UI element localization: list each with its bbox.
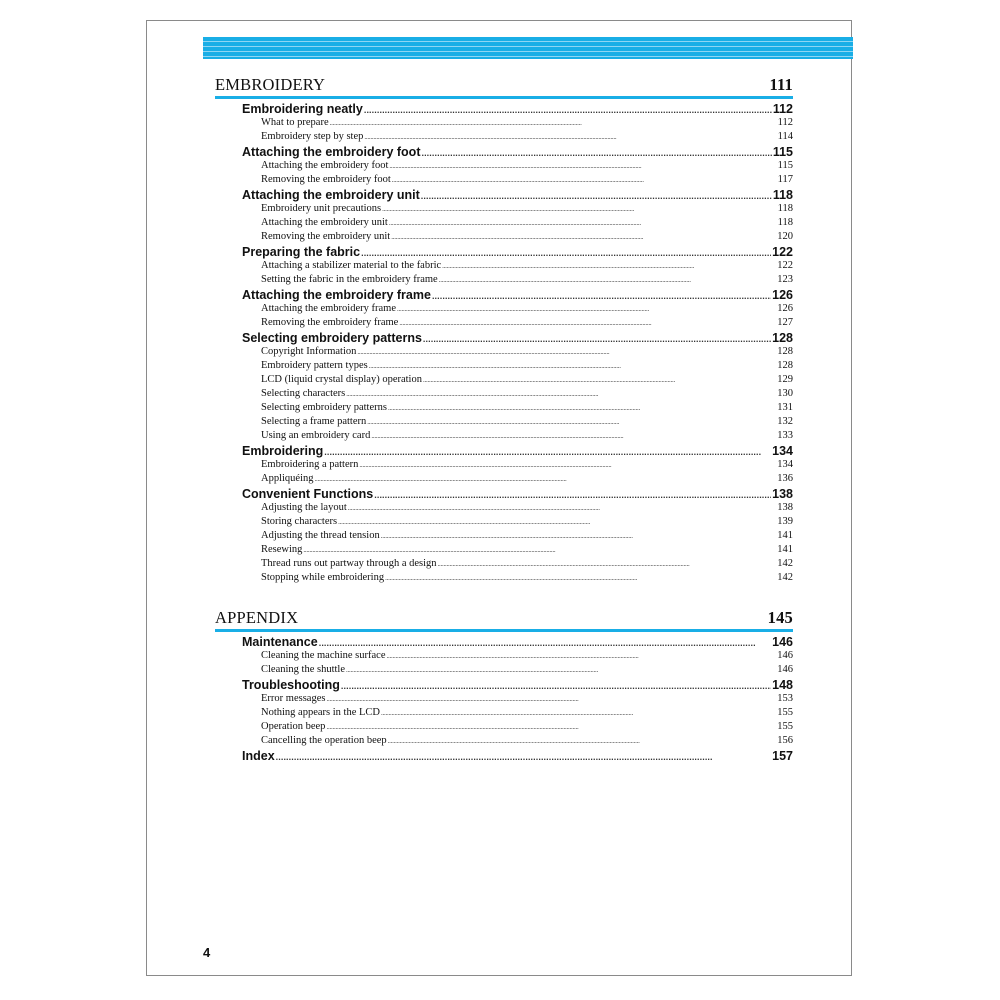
toc-subentry-title: Adjusting the layout <box>261 502 347 513</box>
leader-dots <box>389 162 776 170</box>
toc-subentry[interactable] <box>242 558 793 572</box>
toc-entry[interactable] <box>242 288 793 303</box>
toc-subentry[interactable] <box>242 346 793 360</box>
toc-entry-title: Attaching the embroidery unit <box>242 188 420 202</box>
leader-dots <box>382 205 776 213</box>
leader-dots <box>367 418 776 426</box>
toc-subentry-page: 142 <box>777 558 793 569</box>
toc-subentry-page: 118 <box>777 217 793 228</box>
toc-subentry-title: Resewing <box>261 544 303 555</box>
toc-subentry[interactable] <box>242 388 793 402</box>
toc-subentry[interactable] <box>242 160 793 174</box>
leader-dots <box>357 348 776 356</box>
toc-subentry[interactable] <box>242 217 793 231</box>
toc-entry-page: 122 <box>772 245 793 259</box>
toc-subentry-title: Selecting embroidery patterns <box>261 402 387 413</box>
toc-subentry-title: Storing characters <box>261 516 338 527</box>
toc-entry-page: 138 <box>772 487 793 501</box>
leader-dots <box>338 518 776 526</box>
toc-subentry-title: Nothing appears in the LCD <box>261 707 380 718</box>
toc-subentry[interactable] <box>242 203 793 217</box>
leader-dots <box>423 376 776 384</box>
section-page-number: 145 <box>767 608 793 627</box>
toc-subentry[interactable] <box>242 303 793 317</box>
toc-subentry[interactable] <box>242 231 793 245</box>
leader-dots <box>392 176 777 184</box>
toc-entry[interactable] <box>242 145 793 160</box>
toc-subentry-title: Embroidery unit precautions <box>261 203 382 214</box>
leader-dots <box>346 666 776 674</box>
toc-subentry[interactable] <box>242 131 793 145</box>
document-page <box>146 20 852 976</box>
toc-subentry[interactable] <box>242 693 793 707</box>
toc-subentry-page: 132 <box>777 416 793 427</box>
leader-dots <box>442 262 776 270</box>
toc-subentry-title: Embroidering a pattern <box>261 459 359 470</box>
toc-subentry-title: Stopping while embroidering <box>261 572 385 583</box>
toc-subentry-title: LCD (liquid crystal display) operation <box>261 374 422 385</box>
toc-subentry-page: 114 <box>777 131 793 142</box>
leader-dots <box>391 233 776 241</box>
toc-subentry-page: 136 <box>777 473 793 484</box>
leader-dots <box>432 291 771 301</box>
toc-subentry-page: 155 <box>777 707 793 718</box>
toc-subentry-page: 146 <box>777 664 793 675</box>
toc-entry[interactable] <box>242 635 793 650</box>
toc-subentry-page: 139 <box>777 516 793 527</box>
toc-subentry[interactable] <box>242 664 793 678</box>
toc-subentry-page: 115 <box>777 160 793 171</box>
toc-subentry[interactable] <box>242 402 793 416</box>
toc-entry-title: Convenient Functions <box>242 487 374 501</box>
toc-subentry-page: 141 <box>777 544 793 555</box>
toc-subentry-page: 128 <box>777 346 793 357</box>
leader-dots <box>348 504 777 512</box>
toc-entry-page: 118 <box>772 188 793 202</box>
toc-subentry[interactable] <box>242 650 793 664</box>
toc-subentry[interactable] <box>242 572 793 586</box>
toc-subentry[interactable] <box>242 502 793 516</box>
toc-entry-title: Attaching the embroidery foot <box>242 145 421 159</box>
leader-dots <box>364 105 772 115</box>
toc-entry-page: 126 <box>772 288 793 302</box>
toc-entry-title: Embroidering <box>242 444 324 458</box>
toc-entry-page: 146 <box>772 635 793 649</box>
leader-dots <box>438 560 777 568</box>
toc-entry[interactable] <box>242 331 793 346</box>
toc-subentry[interactable] <box>242 530 793 544</box>
toc-subentry-title: Adjusting the thread tension <box>261 530 380 541</box>
toc-subentry-page: 156 <box>777 735 793 746</box>
toc-subentry[interactable] <box>242 544 793 558</box>
toc-section-appendix <box>215 606 793 764</box>
leader-dots <box>397 305 776 313</box>
toc-entry-page: 134 <box>772 444 793 458</box>
toc-subentry[interactable] <box>242 707 793 721</box>
toc-subentry[interactable] <box>242 516 793 530</box>
toc-subentry-page: 129 <box>777 374 793 385</box>
toc-subentry-title: Attaching the embroidery frame <box>261 303 396 314</box>
toc-subentry-title: Attaching a stabilizer material to the fabric <box>261 260 442 271</box>
toc-entry[interactable] <box>242 487 793 502</box>
leader-dots <box>421 191 772 201</box>
toc-subentry-title: Appliquéing <box>261 473 314 484</box>
toc-subentry[interactable] <box>242 735 793 749</box>
toc-subentry[interactable] <box>242 721 793 735</box>
toc-subentry[interactable] <box>242 317 793 331</box>
toc-subentry-title: Using an embroidery card <box>261 430 371 441</box>
leader-dots <box>359 461 776 469</box>
toc-subentry-page: 128 <box>777 360 793 371</box>
leader-dots <box>341 681 771 691</box>
toc-entry-title: Selecting embroidery patterns <box>242 331 422 345</box>
leader-dots <box>369 362 777 370</box>
header-color-bar <box>203 37 853 59</box>
toc-entry-page: 112 <box>772 102 793 116</box>
leader-dots <box>346 390 776 398</box>
toc-subentry[interactable] <box>242 260 793 274</box>
toc-subentry-page: 141 <box>777 530 793 541</box>
toc-entry[interactable] <box>242 245 793 260</box>
leader-dots <box>326 723 776 731</box>
section-title: APPENDIX <box>215 608 299 627</box>
toc-subentry[interactable] <box>242 117 793 131</box>
toc-subentry[interactable] <box>242 274 793 288</box>
toc-subentry-title: Attaching the embroidery foot <box>261 160 389 171</box>
toc-subentry-title: Setting the fabric in the embroidery frame <box>261 274 438 285</box>
toc-subentry-page: 131 <box>777 402 793 413</box>
toc-subentry-page: 138 <box>777 502 793 513</box>
toc-subentry-title: Attaching the embroidery unit <box>261 217 388 228</box>
toc-subentry[interactable] <box>242 174 793 188</box>
toc-entry-title: Maintenance <box>242 635 318 649</box>
leader-dots <box>387 652 777 660</box>
section-page-number: 111 <box>769 75 793 94</box>
leader-dots <box>385 574 776 582</box>
toc-subentry[interactable] <box>242 473 793 487</box>
toc-subentry-page: 155 <box>777 721 793 732</box>
toc-entries <box>215 632 793 764</box>
toc-subentry-page: 112 <box>777 117 793 128</box>
toc-entry-page: 115 <box>772 145 793 159</box>
toc-subentry[interactable] <box>242 416 793 430</box>
toc-subentry-title: Cleaning the machine surface <box>261 650 386 661</box>
toc-entry-title: Preparing the fabric <box>242 245 361 259</box>
toc-subentry-page: 127 <box>777 317 793 328</box>
toc-subentry-title: Removing the embroidery unit <box>261 231 391 242</box>
toc-entry-title: Attaching the embroidery frame <box>242 288 431 302</box>
toc-subentry-title: Selecting a frame pattern <box>261 416 367 427</box>
leader-dots <box>371 432 776 440</box>
toc-entry-title: Troubleshooting <box>242 678 340 692</box>
toc-subentry-title: Embroidery step by step <box>261 131 364 142</box>
leader-dots <box>388 404 776 412</box>
page-number: 4 <box>203 945 211 960</box>
leader-dots <box>364 133 776 141</box>
toc-subentry-title: Cancelling the operation beep <box>261 735 387 746</box>
toc-subentry[interactable] <box>242 360 793 374</box>
toc-subentry-page: 146 <box>777 650 793 661</box>
leader-dots <box>324 447 771 457</box>
leader-dots <box>361 248 771 258</box>
toc-subentry-title: Cleaning the shuttle <box>261 664 345 675</box>
leader-dots <box>421 148 771 158</box>
toc-subentry-title: Error messages <box>261 693 326 704</box>
section-heading <box>215 606 793 632</box>
toc-subentry-page: 130 <box>777 388 793 399</box>
leader-dots <box>388 737 777 745</box>
leader-dots <box>423 334 771 344</box>
toc-subentry-page: 118 <box>777 203 793 214</box>
leader-dots <box>374 490 771 500</box>
toc-entry[interactable] <box>242 102 793 117</box>
toc-entry-page: 157 <box>772 749 793 763</box>
toc-subentry-page: 120 <box>777 231 793 242</box>
toc-entry-title: Index <box>242 749 275 763</box>
toc-subentry-title: Embroidery pattern types <box>261 360 368 371</box>
leader-dots <box>315 475 777 483</box>
toc-subentry-page: 153 <box>777 693 793 704</box>
toc-subentry-title: Copyright Information <box>261 346 357 357</box>
leader-dots <box>319 638 771 648</box>
section-title: EMBROIDERY <box>215 75 326 94</box>
toc-subentry-title: Operation beep <box>261 721 326 732</box>
toc-entry-title: Embroidering neatly <box>242 102 363 116</box>
toc-subentry-title: Thread runs out partway through a design <box>261 558 437 569</box>
toc-subentry-page: 133 <box>777 430 793 441</box>
toc-entry-page: 128 <box>772 331 793 345</box>
toc-subentry-title: Removing the embroidery frame <box>261 317 399 328</box>
toc-entry[interactable] <box>242 444 793 459</box>
toc-subentry[interactable] <box>242 374 793 388</box>
leader-dots <box>399 319 776 327</box>
toc-entries <box>215 99 793 586</box>
section-heading <box>215 73 793 99</box>
leader-dots <box>330 119 777 127</box>
toc-subentry-page: 134 <box>777 459 793 470</box>
toc-entry[interactable] <box>242 749 793 764</box>
leader-dots <box>381 709 776 717</box>
toc-entry[interactable] <box>242 678 793 693</box>
leader-dots <box>381 532 777 540</box>
toc-subentry-page: 122 <box>777 260 793 271</box>
toc-subentry-page: 117 <box>777 174 793 185</box>
toc-subentry-page: 126 <box>777 303 793 314</box>
toc-entry-page: 148 <box>772 678 793 692</box>
leader-dots <box>326 695 776 703</box>
toc-subentry-title: Selecting characters <box>261 388 346 399</box>
toc-section-embroidery <box>215 73 793 586</box>
leader-dots <box>439 276 777 284</box>
toc-entry[interactable] <box>242 188 793 203</box>
toc-subentry[interactable] <box>242 459 793 473</box>
toc-subentry-page: 142 <box>777 572 793 583</box>
toc-subentry-title: What to prepare <box>261 117 329 128</box>
toc-subentry-page: 123 <box>777 274 793 285</box>
toc-subentry-title: Removing the embroidery foot <box>261 174 391 185</box>
leader-dots <box>276 752 771 762</box>
leader-dots <box>389 219 777 227</box>
leader-dots <box>303 546 776 554</box>
toc-subentry[interactable] <box>242 430 793 444</box>
